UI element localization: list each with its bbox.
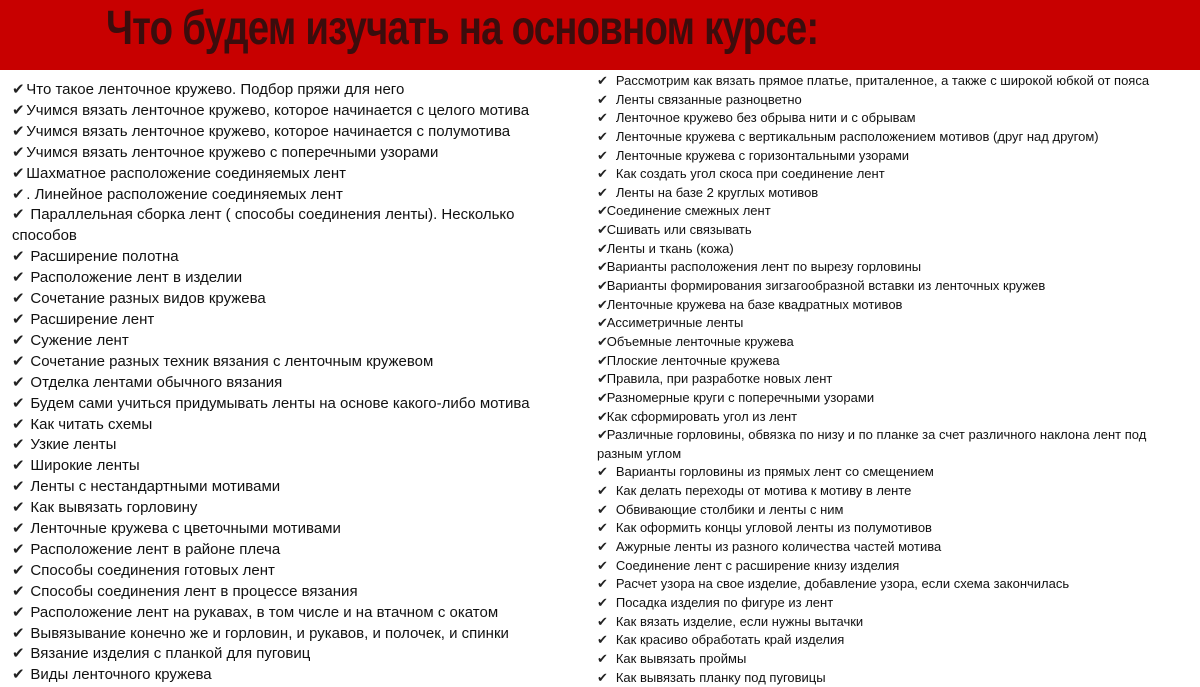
- list-item: [597, 613, 1187, 632]
- list-item: [597, 575, 1187, 594]
- list-item: [12, 394, 557, 415]
- list-item-text: Плоские ленточные кружева: [607, 353, 780, 368]
- list-item-text: Сшивать или связывать: [607, 222, 752, 237]
- list-item: [597, 538, 1187, 557]
- list-item-text: Что такое ленточное кружево. Подбор пряжи для него: [26, 81, 404, 98]
- list-item-text: Как вывязать горловину: [26, 499, 197, 516]
- list-item: [597, 91, 1187, 110]
- checkmark-icon: ✔: [597, 147, 616, 166]
- checkmark-icon: ✔: [597, 631, 616, 650]
- list-item: [12, 540, 557, 561]
- checkmark-icon: ✔: [12, 603, 26, 624]
- checkmark-icon: ✔: [597, 575, 616, 594]
- list-item: [597, 333, 1187, 352]
- checkmark-icon: ✔: [597, 557, 616, 576]
- list-item: [597, 147, 1187, 166]
- list-item-text: Ленточные кружева с горизонтальными узорами: [616, 148, 909, 163]
- page-title: Что будем изучать на основном курсе:: [106, 1, 818, 57]
- list-item: [597, 519, 1187, 538]
- list-item: [12, 603, 557, 624]
- list-item-text: Соединение лент с расширение книзу изделия: [616, 558, 899, 573]
- list-item-text: Расчет узора на свое изделие, добавление узора, если схема закончилась: [616, 576, 1069, 591]
- list-item-text: Как создать угол скоса при соединение лент: [616, 166, 885, 181]
- list-item-text: Варианты расположения лент по вырезу горловины: [607, 259, 921, 274]
- list-item: [12, 477, 557, 498]
- list-item-text: Будем сами учиться придумывать ленты на основе какого-либо мотива: [26, 395, 529, 412]
- list-item-text: Посадка изделия по фигуре из лент: [616, 595, 833, 610]
- list-item-text: Вывязывание конечно же и горловин, и рукавов, и полочек, и спинки: [26, 625, 509, 642]
- list-item-text: Способы соединения лент в процессе вязания: [26, 583, 357, 600]
- header-banner: [0, 0, 1200, 70]
- list-item-text: Шахматное расположение соединяемых лент: [26, 165, 346, 182]
- list-item: [12, 561, 557, 582]
- list-item-text: Как оформить концы угловой ленты из полумотивов: [616, 520, 932, 535]
- checkmark-icon: ✔: [597, 91, 616, 110]
- checkmark-icon: ✔: [12, 373, 26, 394]
- checkmark-icon: ✔: [12, 80, 26, 101]
- list-item: [12, 415, 557, 436]
- list-item-text: Ленточное кружево без обрыва нити и с обрывам: [616, 110, 916, 125]
- list-item: [597, 72, 1187, 91]
- checkmark-icon: ✔: [12, 561, 26, 582]
- list-item: [12, 373, 557, 394]
- list-item-text: Объемные ленточные кружева: [607, 334, 794, 349]
- course-topics-right-list: [597, 72, 1187, 687]
- list-item: [12, 665, 557, 686]
- list-item: [597, 240, 1187, 259]
- checkmark-icon: ✔: [597, 184, 616, 203]
- list-item: [12, 352, 557, 373]
- list-item: [12, 498, 557, 519]
- checkmark-icon: ✔: [12, 101, 26, 122]
- list-item: [597, 463, 1187, 482]
- checkmark-icon: ✔: [12, 665, 26, 686]
- list-item-text: Как вывязать проймы: [616, 651, 746, 666]
- list-item: [12, 289, 557, 310]
- list-item: [597, 370, 1187, 389]
- checkmark-icon: ✔: [12, 352, 26, 373]
- checkmark-icon: ✔: [597, 109, 616, 128]
- checkmark-icon: ✔: [12, 498, 26, 519]
- checkmark-icon: ✔: [597, 333, 607, 352]
- checkmark-icon: ✔: [597, 408, 607, 427]
- list-item-text: Варианты горловины из прямых лент со смещением: [616, 464, 934, 479]
- checkmark-icon: ✔: [12, 122, 26, 143]
- checkmark-icon: ✔: [597, 352, 607, 371]
- checkmark-icon: ✔: [597, 221, 607, 240]
- checkmark-icon: ✔: [597, 277, 607, 296]
- list-item-text: Варианты формирования зигзагообразной вставки из ленточных кружев: [607, 278, 1046, 293]
- list-item: [12, 80, 557, 101]
- checkmark-icon: ✔: [12, 143, 26, 164]
- checkmark-icon: ✔: [597, 613, 616, 632]
- list-item: [12, 101, 557, 122]
- list-item-text: Параллельная сборка лент ( способы соединения ленты). Несколько способов: [12, 206, 514, 244]
- checkmark-icon: ✔: [597, 426, 607, 445]
- list-item-text: Как вязать изделие, если нужны вытачки: [616, 614, 863, 629]
- checkmark-icon: ✔: [12, 394, 26, 415]
- checkmark-icon: ✔: [12, 624, 26, 645]
- list-item-text: Широкие ленты: [26, 457, 139, 474]
- checkmark-icon: ✔: [12, 247, 26, 268]
- checkmark-icon: ✔: [597, 482, 616, 501]
- checkmark-icon: ✔: [12, 456, 26, 477]
- checkmark-icon: ✔: [597, 594, 616, 613]
- list-item: [597, 352, 1187, 371]
- list-item: [12, 143, 557, 164]
- checkmark-icon: ✔: [597, 370, 607, 389]
- list-item-text: Расширение лент: [26, 311, 154, 328]
- list-item: [12, 164, 557, 185]
- checkmark-icon: ✔: [12, 289, 26, 310]
- list-item-text: Сочетание разных видов кружева: [26, 290, 266, 307]
- list-item: [597, 314, 1187, 333]
- list-item: [597, 184, 1187, 203]
- list-item: [597, 109, 1187, 128]
- list-item: [597, 426, 1187, 463]
- list-item-text: Как вывязать планку под пуговицы: [616, 670, 826, 685]
- list-item: [12, 185, 557, 206]
- checkmark-icon: ✔: [597, 538, 616, 557]
- list-item-text: Расширение полотна: [26, 248, 178, 265]
- list-item-text: Сочетание разных техник вязания с ленточным кружевом: [26, 353, 433, 370]
- list-item: [12, 331, 557, 352]
- list-item-text: Ленты и ткань (кожа): [607, 241, 734, 256]
- checkmark-icon: ✔: [597, 650, 616, 669]
- list-item-text: Ленточные кружева на базе квадратных мотивов: [607, 297, 903, 312]
- list-item: [12, 519, 557, 540]
- list-item-text: Учимся вязать ленточное кружево, которое начинается с целого мотива: [26, 102, 529, 119]
- checkmark-icon: ✔: [597, 519, 616, 538]
- list-item: [597, 669, 1187, 687]
- checkmark-icon: ✔: [12, 331, 26, 352]
- list-item: [597, 296, 1187, 315]
- course-topics-left-list: [12, 80, 557, 686]
- checkmark-icon: ✔: [12, 477, 26, 498]
- checkmark-icon: ✔: [597, 128, 616, 147]
- checkmark-icon: ✔: [597, 463, 616, 482]
- list-item: [597, 631, 1187, 650]
- checkmark-icon: ✔: [597, 202, 607, 221]
- list-item-text: Отделка лентами обычного вязания: [26, 374, 282, 391]
- checkmark-icon: ✔: [12, 435, 26, 456]
- list-item: [597, 165, 1187, 184]
- list-item-text: . Линейное расположение соединяемых лент: [26, 186, 343, 203]
- list-item-text: Учимся вязать ленточное кружево с поперечными узорами: [26, 144, 438, 161]
- checkmark-icon: ✔: [597, 389, 607, 408]
- list-item: [12, 122, 557, 143]
- list-item-text: Обвивающие столбики и ленты с ним: [616, 502, 844, 517]
- list-item-text: Расположение лент в районе плеча: [26, 541, 280, 558]
- list-item-text: Расположение лент на рукавах, в том числе и на втачном с окатом: [26, 604, 498, 621]
- checkmark-icon: ✔: [12, 310, 26, 331]
- list-item-text: Учимся вязать ленточное кружево, которое начинается с полумотива: [26, 123, 510, 140]
- list-item-text: Различные горловины, обвязка по низу и по планке за счет различного наклона лент под разным углом: [597, 427, 1146, 461]
- list-item-text: Ленты с нестандартными мотивами: [26, 478, 280, 495]
- list-item-text: Правила, при разработке новых лент: [607, 371, 833, 386]
- list-item: [597, 557, 1187, 576]
- list-item: [12, 644, 557, 665]
- checkmark-icon: ✔: [597, 501, 616, 520]
- list-item-text: Как читать схемы: [26, 416, 152, 433]
- checkmark-icon: ✔: [12, 519, 26, 540]
- list-item-text: Расположение лент в изделии: [26, 269, 242, 286]
- checkmark-icon: ✔: [12, 582, 26, 603]
- list-item-text: Ажурные ленты из разного количества частей мотива: [616, 539, 941, 554]
- list-item-text: Способы соединения готовых лент: [26, 562, 275, 579]
- list-item-text: Как сформировать угол из лент: [607, 409, 797, 424]
- list-item-text: Сужение лент: [26, 332, 128, 349]
- list-item: [12, 268, 557, 289]
- checkmark-icon: ✔: [597, 314, 607, 333]
- checkmark-icon: ✔: [597, 669, 616, 687]
- list-item: [597, 408, 1187, 427]
- list-item-text: Ленты связанные разноцветно: [616, 92, 802, 107]
- checkmark-icon: ✔: [597, 165, 616, 184]
- list-item: [12, 435, 557, 456]
- list-item-text: Как делать переходы от мотива к мотиву в ленте: [616, 483, 912, 498]
- checkmark-icon: ✔: [597, 72, 616, 91]
- list-item-text: Разномерные круги с поперечными узорами: [607, 390, 874, 405]
- checkmark-icon: ✔: [597, 296, 607, 315]
- list-item-text: Вязание изделия с планкой для пуговиц: [26, 645, 310, 662]
- list-item: [12, 456, 557, 477]
- list-item: [12, 247, 557, 268]
- list-item: [597, 202, 1187, 221]
- list-item-text: Виды ленточного кружева: [26, 666, 211, 683]
- checkmark-icon: ✔: [12, 205, 26, 226]
- list-item: [597, 128, 1187, 147]
- list-item-text: Как красиво обработать край изделия: [616, 632, 844, 647]
- checkmark-icon: ✔: [12, 644, 26, 665]
- list-item: [597, 501, 1187, 520]
- list-item: [597, 389, 1187, 408]
- list-item: [12, 624, 557, 645]
- checkmark-icon: ✔: [12, 185, 26, 206]
- list-item-text: Ленты на базе 2 круглых мотивов: [616, 185, 818, 200]
- list-item-text: Рассмотрим как вязать прямое платье, приталенное, а также с широкой юбкой от пояса: [616, 73, 1149, 88]
- checkmark-icon: ✔: [12, 268, 26, 289]
- list-item-text: Соединение смежных лент: [607, 203, 771, 218]
- list-item-text: Узкие ленты: [26, 436, 116, 453]
- list-item-text: Ленточные кружева с цветочными мотивами: [26, 520, 341, 537]
- list-item: [12, 205, 557, 247]
- list-item-text: Ассиметричные ленты: [607, 315, 744, 330]
- list-item: [12, 310, 557, 331]
- list-item: [597, 594, 1187, 613]
- checkmark-icon: ✔: [597, 258, 607, 277]
- list-item: [597, 258, 1187, 277]
- list-item: [597, 221, 1187, 240]
- list-item: [12, 582, 557, 603]
- checkmark-icon: ✔: [597, 240, 607, 259]
- list-item: [597, 277, 1187, 296]
- list-item: [597, 650, 1187, 669]
- checkmark-icon: ✔: [12, 415, 26, 436]
- list-item-text: Ленточные кружева с вертикальным расположением мотивов (друг над другом): [616, 129, 1099, 144]
- checkmark-icon: ✔: [12, 164, 26, 185]
- checkmark-icon: ✔: [12, 540, 26, 561]
- list-item: [597, 482, 1187, 501]
